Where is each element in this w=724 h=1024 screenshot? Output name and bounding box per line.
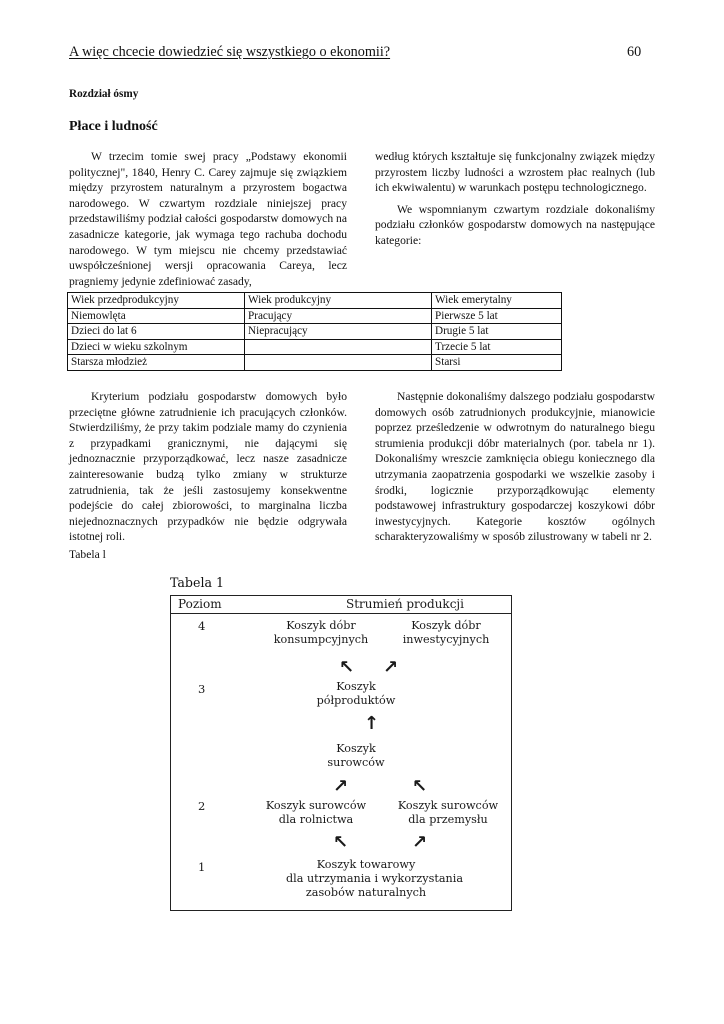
stream-header: Strumień produkcji [346,597,464,611]
header-cell: Wiek przedprodukcyjny [68,293,245,309]
table-cell [245,339,432,355]
arrow-up-left-icon: ↖ [333,832,349,853]
paragraph: We wspomnianym czwartym rozdziale dokonaliśmy podziału członków gospodarstw domowych na następujące kategorie: [375,202,655,247]
table-cell: Starsi [432,355,562,371]
table-cell [245,355,432,371]
paragraph: Kryterium podziału gospodarstw domowych było przeciętne główne zatrudnienie ich pracujących członków. Stwierdziliśmy, że przy takim podziale mamy do czynienia z przypadkami granicznymi, nie dającymi się jednoznacznie przyporządkować, lecz nasze zasadnicze zainteresowanie budzą tylko zmiany w strukturze zatrudnienia, tak że jeśli zastosujemy konsekwentne podejście do całej zbiorowości, to marginalna liczba niejednoznacznych przypadków nie będzie odgrywała istotnej roli. [69,390,347,544]
arrow-up-right-icon: ↗ [412,832,428,853]
running-title: A więc chcecie dowiedzieć się wszystkiego o ekonomii? [69,44,391,60]
box-line: Koszyk dóbr [411,619,481,632]
box-line: zasobów naturalnych [305,886,427,899]
table-cell: Dzieci do lat 6 [68,324,245,340]
table-cell: Trzecie 5 lat [432,339,562,355]
table-cell: Niepracujący [245,324,432,340]
table-cell: Starsza młodzież [68,355,245,371]
table-header-row [68,293,562,309]
chapter-label: Rozdział ósmy [69,88,139,100]
production-stream-figure [170,595,512,911]
consumer-goods-basket [266,619,376,647]
box-line: dla przemysłu [408,813,488,826]
box-line: dla utrzymania i wykorzystania [286,872,463,885]
agriculture-raw-materials-basket [261,799,371,827]
header-cell: Wiek emerytalny [432,293,562,309]
box-line: dla rolnictwa [278,813,354,826]
box-line: Koszyk surowców [397,799,499,812]
level-header: Poziom [178,597,222,611]
level-4: 4 [198,619,206,633]
paragraph: Następnie dokonaliśmy dalszego podziału gospodarstw domowych osób zatrudnionych produkcyjnie, mianowicie poprzez prześledzenie w odwrotnym do naturalnego biegu strumienia produkcji dóbr materialnych (por. tabela nr 1). Dokonaliśmy wreszcie zamknięcia obiegu koniecznego dla utrzymania zaopatrzenia gospodarki we wszelkie zasoby i środki, logicznie przyporządkowując elementy podstawowej infrastruktury gospodarczej koszykowi dóbr inwestycyjnych. Kategorie kosztów ogólnych scharakteryzowaliśmy w sposób zilustrowany w tabeli nr 2. [375,390,655,544]
box-line: Koszyk [336,742,376,755]
text-column-left-upper [69,149,347,289]
arrow-up-right-icon: ↗ [383,657,399,678]
table-cell: Dzieci w wieku szkolnym [68,339,245,355]
box-line: inwestycyjnych [402,633,490,646]
box-line: konsumpcyjnych [273,633,369,646]
arrow-up-left-icon: ↖ [339,657,355,678]
raw-materials-basket [321,742,391,770]
table-cell: Pracujący [245,308,432,324]
table-row [68,324,562,340]
text-column-right-upper [375,149,655,249]
household-categories-table [67,292,562,371]
investment-goods-basket [396,619,496,647]
paragraph: W trzecim tomie swej pracy „Podstawy ekonomii politycznej", 1840, Henry C. Carey zajmuje się związkiem między przyrostem naturalnym a przyrostem bogactwa narodowego. W czwartym rozdziale niniejszej pracy przedstawiliśmy podział całości gospodarstw domowych na zasadnicze kategorie, jak wymaga tego rachuba dochodu narodowego. W tym miejscu nie chcemy przedstawiać uwspółcześnionej wersji opracowania Careya, lecz pragniemy jedynie zdefiniować zasady, [69,150,347,288]
arrow-up-right-icon: ↗ [333,776,349,797]
figure-caption: Tabela 1 [170,575,224,590]
page-number: 60 [627,44,642,60]
table-cell: Drugie 5 lat [432,324,562,340]
header-cell: Wiek produkcyjny [245,293,432,309]
commodity-basket-natural-resources [286,858,463,900]
text-column-right-lower [375,389,655,545]
box-line: Koszyk [336,680,376,693]
box-line: Koszyk towarowy [316,858,416,871]
table-row [68,339,562,355]
table-cell: Pierwsze 5 lat [432,308,562,324]
arrow-up-icon: ↑ [364,713,380,734]
text-column-left-lower [69,389,347,545]
box-line: surowców [327,756,385,769]
box-line: półproduktów [316,694,396,707]
level-2: 2 [198,799,206,813]
paragraph: według których kształtuje się funkcjonalny związek między przyrostem liczby ludności a wzrostem płac realnych (lub ich ekwiwalentu) w warunkach postępu technologicznego. [375,150,655,195]
figure-header [171,596,511,614]
table-cell: Niemowlęta [68,308,245,324]
table-label: Tabela l [69,548,106,561]
box-line: Koszyk surowców [265,799,367,812]
table-row [68,308,562,324]
chapter-title: Płace i ludność [69,119,158,134]
level-1: 1 [198,860,206,874]
intermediate-goods-basket [311,680,401,708]
box-line: Koszyk dóbr [286,619,356,632]
level-3: 3 [198,682,206,696]
industry-raw-materials-basket [393,799,503,827]
arrow-up-left-icon: ↖ [412,776,428,797]
table-row [68,355,562,371]
